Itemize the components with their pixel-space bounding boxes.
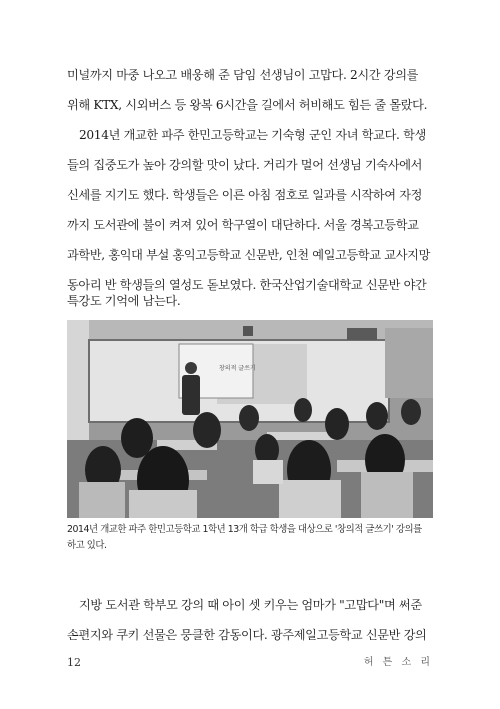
body-line: 손편지와 쿠키 선물은 뭉클한 감동이다. 광주제일고등학교 신문반 강의	[67, 628, 427, 642]
body-line: 들의 집중도가 높아 강의할 맛이 났다. 거리가 멀어 선생님 기숙사에서	[67, 158, 423, 172]
body-line: 동아리 반 학생들의 열성도 돋보였다. 한국산업기술대학교 신문반 야간	[67, 278, 427, 292]
photo-caption: 하고 있다.	[67, 540, 107, 551]
photo-caption: 2014년 개교한 파주 한민고등학교 1학년 13개 학급 학생을 대상으로 '창의적 글쓰기' 강의를	[67, 524, 422, 535]
page-number: 12	[67, 656, 81, 669]
body-line: 미널까지 마중 나오고 배웅해 준 담임 선생님이 고맙다. 2시간 강의를	[67, 68, 419, 82]
screen-text: 창의적 글쓰기	[219, 365, 256, 372]
book-title: 허 튼 소 리	[363, 657, 433, 668]
body-line: 2014년 개교한 파주 한민고등학교는 기숙형 군인 자녀 학교다. 학생	[79, 128, 426, 142]
body-line: 위해 KTX, 시외버스 등 왕복 6시간을 길에서 허비해도 힘든 줄 몰랐다.	[67, 98, 428, 112]
body-line: 지방 도서관 학부모 강의 때 아이 셋 키우는 엄마가 "고맙다"며 써준	[79, 598, 422, 612]
body-line: 까지 도서관에 불이 켜져 있어 학구열이 대단하다. 서울 경복고등학교	[67, 218, 419, 232]
body-line: 특강도 기억에 남는다.	[67, 294, 181, 308]
body-line: 신세를 지기도 했다. 학생들은 이른 아침 점호로 일과를 시작하여 자정	[67, 188, 423, 202]
body-line: 과학반, 홍익대 부설 홍익고등학교 신문반, 인천 예일고등학교 교사지망	[67, 248, 430, 262]
classroom-photo	[67, 320, 433, 518]
